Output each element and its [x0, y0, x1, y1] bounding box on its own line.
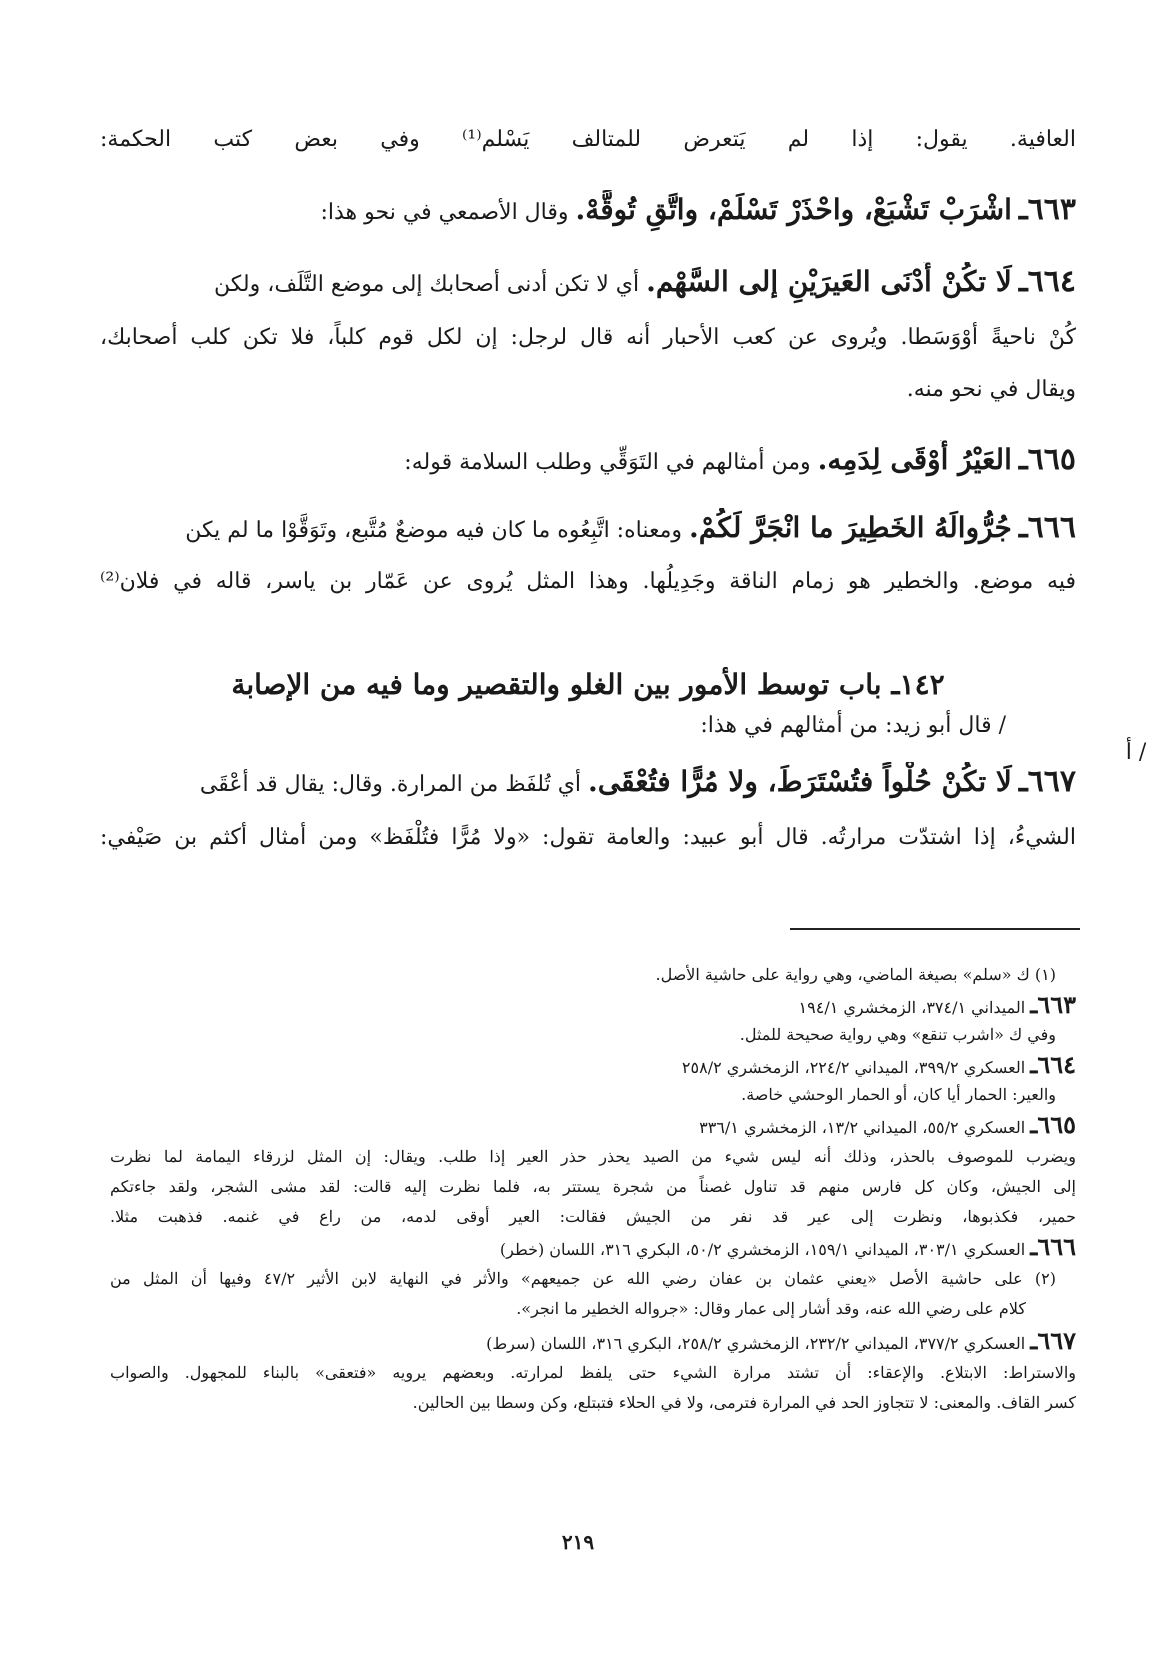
body-line: ويقال في نحو منه. — [906, 377, 1076, 402]
entry-664 — [100, 262, 1076, 305]
footnote-1: (١) ك «سلم» بصيغة الماضي، وهي رواية على حاشية الأصل. — [655, 965, 1056, 984]
footnote-sources: العسكري ٣٩٩/٢، الميداني ٢٢٤/٢، الزمخشري ٢٥٨/٢ — [681, 1058, 1026, 1077]
entry-667 — [100, 762, 1076, 805]
footnote-667 — [110, 1328, 1076, 1357]
entry-commentary: ومعناه: اتَّبِعُوه ما كان فيه موضعٌ مُتَّبع، وتَوَقَّوْا ما لم يكن — [185, 518, 682, 543]
entry-commentary: ومن أمثالهم في التَوَقِّي وطلب السلامة قوله: — [404, 450, 811, 475]
footnote-note: ويضرب للموصوف بالحذر، وذلك أنه ليس شيء من الصيد يحذر حذر العير إذا طلب. ويقال: إن المثل لزرقاء اليمامة لما نظرت — [110, 1147, 1076, 1166]
entry-commentary: وقال الأصمعي في نحو هذا: — [320, 200, 569, 225]
footnote-664 — [110, 1052, 1076, 1081]
footnote-number: ٦٦٦ـ — [1030, 1234, 1076, 1261]
footnote-number: ٦٦٧ـ — [1030, 1328, 1076, 1355]
footnote-666 — [110, 1234, 1076, 1263]
footnote-2-cont: كلام على رضي الله عنه، وقد أشار إلى عمار وقال: «جرواله الخطير ما انجر». — [516, 1299, 1026, 1318]
entry-665 — [100, 440, 1076, 483]
proverb-text: جُرُّوالَهُ الخَطِيرَ ما انْجَرَّ لَكُمْ. — [689, 511, 1012, 544]
entry-number: ٦٦٥ـ — [1018, 442, 1076, 477]
footnote-sources: العسكري ٥٥/٢، الميداني ١٣/٢، الزمخشري ٣٣٦/١ — [699, 1118, 1026, 1137]
proverb-text: العَيْرُ أَوْقَى لِدَمِه. — [817, 443, 1012, 476]
footnote-sources: العسكري ٣٠٣/١، الميداني ١٥٩/١، الزمخشري ٥٠/٢، البكري ٣١٦، اللسان (خطر) — [499, 1240, 1026, 1259]
entry-number: ٦٦٦ـ — [1018, 510, 1076, 545]
body-line: فيه موضع. والخطير هو زمام الناقة وجَدِيلُها. وهذا المثل يُروى عن عَمّار بن ياسر، قاله في فلان⁽²⁾ — [100, 569, 1076, 594]
entry-663 — [100, 190, 1076, 233]
footnote-number: ٦٦٤ـ — [1030, 1052, 1076, 1079]
entry-number: ٦٦٧ـ — [1018, 764, 1076, 799]
chapter-heading: ١٤٢ـ باب توسط الأمور بين الغلو والتقصير وما فيه من الإصابة — [231, 668, 945, 701]
footnote-note: إلى الجيش، وكان كل فارس منهم قد تناول غصناً من شجرة يستتر به، فلما نظرت إليه قالت: لقد مشى الشجر، ولقد جاءتكم — [110, 1177, 1076, 1196]
margin-folio-mark: / أ — [1125, 740, 1147, 765]
footnote-separator — [790, 928, 1080, 930]
footnote-note: وفي ك «اشرب تنقع» وهي رواية صحيحة للمثل. — [739, 1025, 1056, 1044]
footnote-note: حمير، فكذبوها، ونظرت إلى عير قد نفر من الجيش فقالت: العير أوقى لدمه، من راع في غنمه. فذهبت مثلا. — [110, 1207, 1076, 1226]
footnote-number: ٦٦٣ـ — [1030, 992, 1076, 1019]
entry-commentary: أي لا تكن أدنى أصحابك إلى موضع التَّلَف، ولكن — [214, 272, 640, 297]
footnote-note: كسر القاف. والمعنى: لا تتجاوز الحد في المرارة فترمى، ولا في الحلاء فتبتلع، وكن وسطا بين الحالين. — [412, 1393, 1076, 1412]
proverb-text: اشْرَبْ تَشْبَعْ، واحْذَرْ تَسْلَمْ، واتَّقِ تُوقَّهْ. — [575, 193, 1012, 226]
entry-commentary: أي تُلفَظ من المرارة. وقال: يقال قد أعْقَى — [199, 772, 582, 797]
entry-number: ٦٦٣ـ — [1018, 192, 1076, 227]
proverb-text: لَا تكُنْ حُلْواً فتُسْتَرَطَ، ولا مُرًّا فتُعْقَى. — [588, 765, 1012, 798]
body-line: الشيءُ، إذا اشتدّت مرارتُه. قال أبو عبيد: والعامة تقول: «ولا مُرًّا فتُلْفَظ» ومن أمثال أكثم بن صَيْفي: — [100, 825, 1076, 850]
footnote-note: والعير: الحمار أيا كان، أو الحمار الوحشي خاصة. — [741, 1085, 1056, 1104]
footnote-sources: العسكري ٣٧٧/٢، الميداني ٢٣٢/٢، الزمخشري ٢٥٨/٢، البكري ٣١٦، اللسان (سرط) — [486, 1334, 1026, 1353]
entry-number: ٦٦٤ـ — [1018, 264, 1076, 299]
entry-666 — [100, 508, 1076, 551]
footnote-sources: الميداني ٣٧٤/١، الزمخشري ١٩٤/١ — [798, 998, 1026, 1017]
footnote-663 — [110, 992, 1076, 1021]
footnote-number: ٦٦٥ـ — [1030, 1112, 1076, 1139]
proverb-text: لَا تكُنْ أَدْنَى العَيرَيْنِ إلى السَّهْم. — [646, 265, 1012, 298]
footnote-note: والاستراط: الابتلاع. والإعقاء: أن تشتد مرارة الشيء حتى يلفظ لمرارته. وبعضهم يرويه «فتعقى» بالبناء للمجهول. والصواب — [110, 1363, 1076, 1382]
body-line-abu-zaid: / قال أبو زيد: من أمثالهم في هذا: — [700, 713, 1006, 738]
page-number: ٢١٩ — [561, 1530, 595, 1554]
footnote-665 — [110, 1112, 1076, 1141]
footnote-2: (٢) على حاشية الأصل «يعني عثمان بن عفان رضي الله عن جميعهم» والأثر في النهاية لابن الأثير ٤٧/٢ وفيها أن المثل من — [110, 1269, 1056, 1288]
body-line: كُنْ ناحيةً أوْوَسَطا. ويُروى عن كعب الأحبار أنه قال لرجل: إن لكل قوم كلباً، فلا تكن كلب أصحابك، — [100, 325, 1076, 350]
body-line-intro: العافية. يقول: إذا لم يَتعرض للمتالف يَسْلم⁽¹⁾ وفي بعض كتب الحكمة: — [100, 127, 1076, 152]
